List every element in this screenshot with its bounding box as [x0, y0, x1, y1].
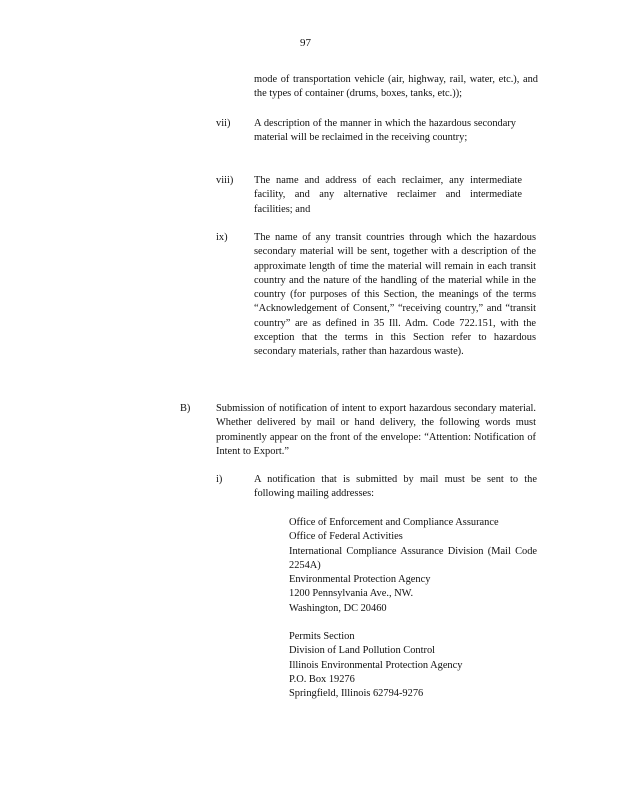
item-viii-label: viii) [216, 175, 234, 186]
sub-i-label: i) [216, 474, 223, 485]
item-vii-text: A description of the manner in which the hazardous secondary material will be reclaimed in the receiving country; [254, 118, 516, 144]
continuation-paragraph: mode of transportation vehicle (air, highway, rail, water, etc.), and the types of container (drums, boxes, tanks, etc.)); [254, 74, 538, 100]
section-b-label: B) [180, 403, 191, 414]
address-line: Permits Section [289, 631, 355, 642]
address-line: Office of Federal Activities [289, 531, 403, 543]
sub-i-text: A notification that is submitted by mail must be sent to the following mailing addresses: [254, 474, 537, 500]
item-ix-text: The name of any transit countries through which the hazardous secondary material will be sent, together with a description of the approximate length of time the material will remain in each transit country and the nature of the handling of the material while in the country (for purposes of this Section, the meanings of the terms “Acknowledgement of Consent,” “receiving country,” and “transit country” are as defined in 35 Ill. Adm. Code 722.151, with the exception that the terms in this Section refer to hazardous secondary materials, rather than hazardous waste). [254, 232, 536, 358]
address-line: Environmental Protection Agency [289, 574, 431, 586]
address-line: Springfield, Illinois 62794-9276 [289, 688, 424, 700]
address-line: Illinois Environmental Protection Agency [289, 659, 463, 671]
address-block-federal [289, 516, 537, 616]
address-block-illinois [289, 630, 537, 701]
address-line: Office of Enforcement and Compliance Assurance [289, 517, 499, 528]
item-viii-text: The name and address of each reclaimer, any intermediate facility, and any alternative reclaimer and intermediate facilities; and [254, 175, 522, 215]
section-b-text: Submission of notification of intent to export hazardous secondary material. Whether delivered by mail or hand delivery, the following words must prominently appear on the front of the envelope: “Attention: Notification of Intent to Export.” [216, 403, 536, 457]
address-line: P.O. Box 19276 [289, 673, 355, 685]
address-line: Washington, DC 20460 [289, 602, 387, 614]
item-vii-label: vii) [216, 118, 231, 129]
page-number: 97 [300, 37, 311, 49]
address-line: International Compliance Assurance Division (Mail Code 2254A) [289, 545, 537, 571]
address-line: 1200 Pennsylvania Ave., NW. [289, 588, 414, 600]
item-ix-label: ix) [216, 232, 228, 243]
address-line: Division of Land Pollution Control [289, 645, 436, 657]
